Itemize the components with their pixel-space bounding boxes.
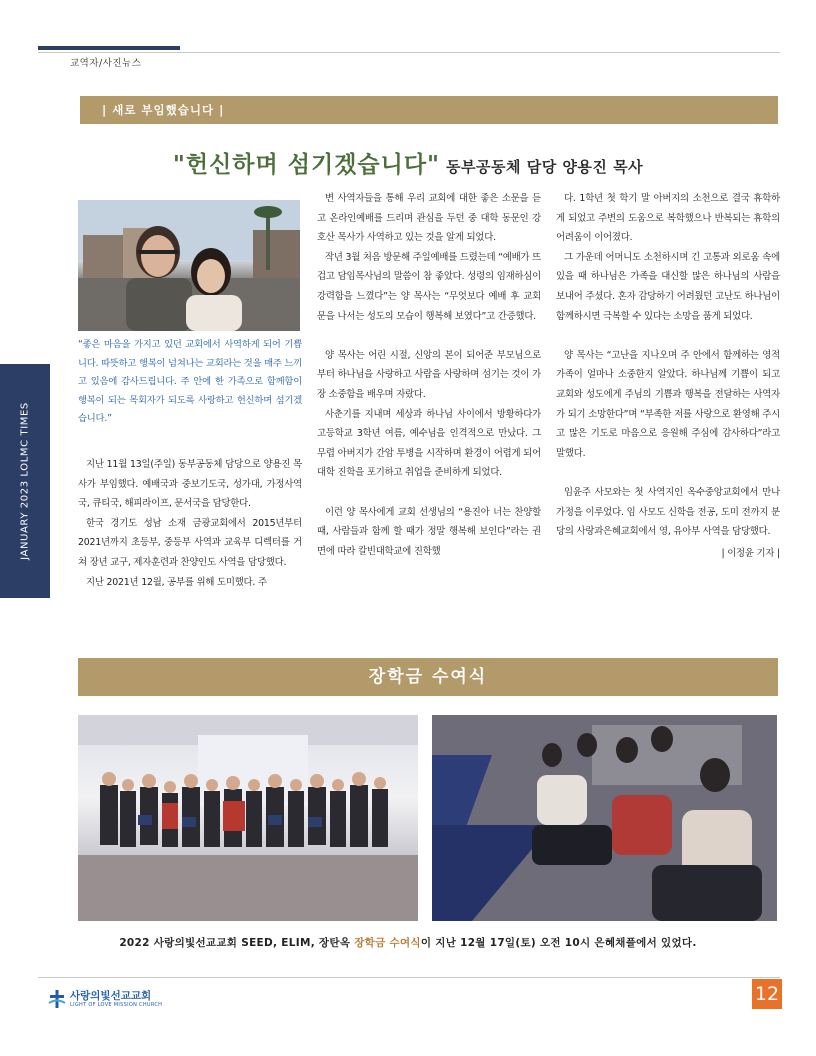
paragraph: 다. 1학년 첫 학기 말 아버지의 소천으로 결국 휴학하게 되었고 주변의 도움으로 복학했으나 반복되는 휴학의 어려움이 이어졌다. — [556, 193, 780, 244]
paragraph: 이런 양 목사에게 교회 선생님의 “용진아 너는 찬양할 때, 사람들과 함께 할 때가 정말 행복해 보인다”라는 권면에 따라 칼빈대학교에 진학했 — [317, 506, 541, 557]
article-headline — [0, 146, 816, 179]
paragraph: 지난 11월 13일(주일) 동부공동체 담당으로 양용진 목사가 부임했다. 예배국과 중보기도국, 성가대, 가정사역국, 큐티국, 해피라이프, 문서국을 담당한다. — [78, 459, 302, 510]
paragraph: 지난 2021년 12월, 공부를 위해 도미했다. 주 — [86, 576, 267, 588]
scholarship-banner — [78, 658, 778, 696]
header-accent-bar — [38, 46, 180, 50]
paragraph: 사춘기를 지내며 세상과 하나님 사이에서 방황하다가 고등학교 3학년 여름, 예수님을 인격적으로 만났다. 그 무렵 아버지가 간암 투병을 시작하며 환경이 어렵게 되어 대학 진학을 포기하고 취업을 준비하게 되었다. — [317, 408, 541, 479]
scholarship-caption — [0, 935, 816, 950]
footer-divider — [38, 977, 780, 978]
church-logo-icon — [48, 990, 66, 1008]
caption-accent: 장학금 수여식 — [354, 937, 421, 949]
article-column-1 — [78, 455, 302, 592]
section-label: 교역자/사진뉴스 — [70, 58, 142, 69]
article-banner-label: | 새로 부임했습니다 | — [102, 103, 225, 117]
caption-text: 2022 사랑의빛선교교회 SEED, ELIM, 장탄옥 — [119, 937, 355, 949]
pastor-couple-photo — [78, 200, 300, 331]
byline: | 이정윤 기자 | — [721, 547, 780, 559]
caption-text: 이 지난 12월 17일(토) 오전 10시 은혜채플에서 있었다. — [420, 937, 697, 949]
article-column-3 — [556, 189, 780, 563]
paragraph: 변 사역자들을 통해 우리 교회에 대한 좋은 소문을 듣고 온라인예배를 드리며 관심을 두던 중 대학 동문인 강호산 목사가 사역하고 있는 것을 알게 되었다. — [317, 193, 541, 244]
scholarship-group-photo — [78, 715, 418, 921]
paragraph: 한국 경기도 성남 소재 금광교회에서 2015년부터 2021년까지 초등부, 중등부 사역과 교육부 디렉터를 거쳐 장년 교구, 제자훈련과 찬양인도 사역을 담당했다. — [78, 517, 302, 568]
header-divider — [38, 52, 780, 53]
side-tab-label: JANUARY 2023 LOLMC TIMES — [19, 402, 31, 560]
prayer-photo — [432, 715, 777, 921]
paragraph: 작년 3월 처음 방문해 주일예배를 드렸는데 “예배가 뜨겁고 담임목사님의 말씀이 참 좋았다. 성령의 임재하심이 강력함을 느꼈다”는 양 목사는 “무엇보다 예배 후 교회 문을 나서는 성도의 모습이 행복해 보였다”고 간증했다. — [317, 251, 541, 322]
page-number: 12 — [752, 979, 782, 1009]
pastor-quote: “좋은 마음을 가지고 있던 교회에서 사역하게 되어 기쁩니다. 따뜻하고 행복이 넘쳐나는 교회라는 것을 매주 느끼고 있음에 감사드립니다. 주 안에 한 가족으로 함께함이 행복이 되는 목회자가 되도록 사랑하고 헌신하며 섬기겠습니다.” — [78, 339, 303, 424]
scholarship-banner-title: 장학금 수여식 — [368, 667, 488, 687]
paragraph: 그 가운데 어머니도 소천하시며 긴 고통과 외로움 속에 있을 때 하나님은 가족을 대신할 많은 하나님의 사람을 보내어 주셨다. 혼자 감당하기 어려웠던 고난도 하나님이 함께하시면 극복할 수 있다는 소망을 품게 되었다. — [556, 251, 780, 322]
paragraph: 임윤주 사모와는 첫 사역지인 옥수중앙교회에서 만나 가정을 이루었다. 임 사모도 신학을 전공, 도미 전까지 분당의 사랑과은혜교회에서 영, 유아부 사역을 담당했다. — [556, 486, 780, 538]
headline-subtitle: 동부공동체 담당 양용진 목사 — [446, 158, 644, 176]
paragraph: 양 목사는 “고난을 지나오며 주 안에서 함께하는 영적 가족이 얼마나 소중한지 알았다. 하나님께 기쁨이 되고 교회와 성도에게 주님의 기쁨과 행복을 전달하는 사역자가 되기 소망한다”며 “부족한 저를 사랑으로 환영해 주시고 많은 기도로 마음으로 응원해 주심에 감사하다”라고 말했다. — [556, 349, 780, 459]
article-column-2 — [317, 189, 541, 561]
article-banner — [80, 96, 778, 124]
church-logo-subtitle: LIGHT OF LOVE MISSION CHURCH — [70, 1002, 163, 1008]
paragraph: 양 목사는 어린 시절, 신앙의 본이 되어준 부모님으로부터 하나님을 사랑하고 사람을 사랑하며 섬기는 것이 가장 소중함을 배우며 자랐다. — [317, 349, 541, 400]
headline-quote: "헌신하며 섬기겠습니다" — [172, 152, 441, 178]
church-logo-name: 사랑의빛선교교회 — [70, 990, 152, 1002]
side-tab — [0, 364, 50, 598]
